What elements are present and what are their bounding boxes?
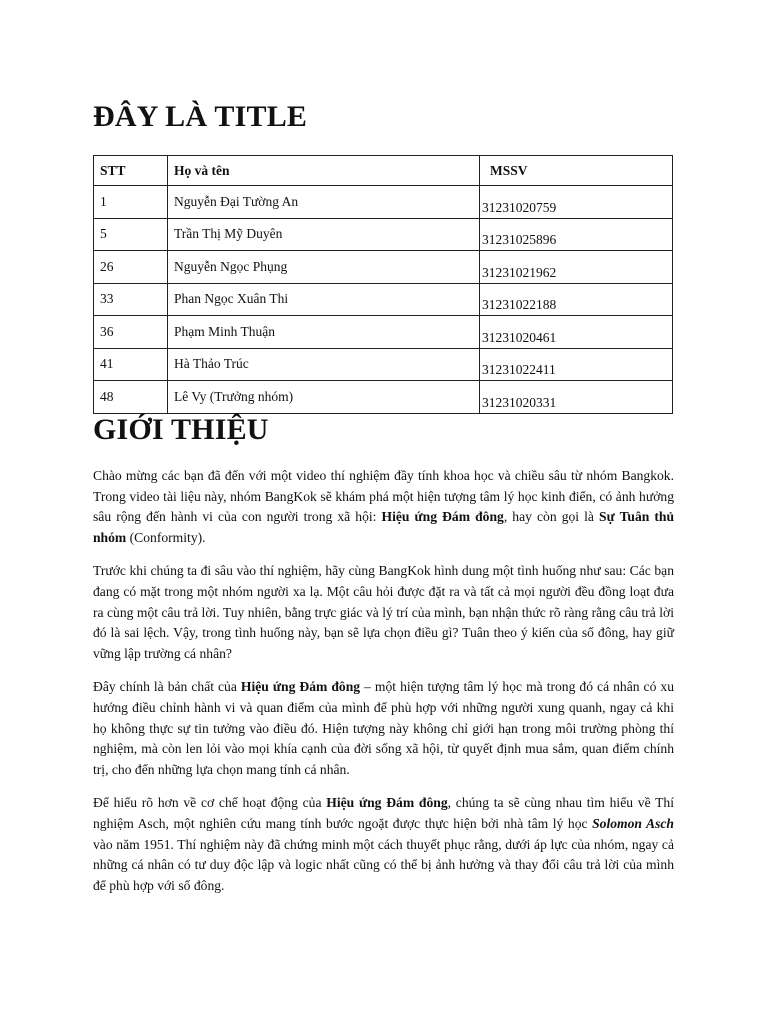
cell-stt: 1 [94,186,168,219]
cell-name: Trần Thị Mỹ Duyên [168,218,480,251]
cell-mssv: 31231020759 [480,186,673,219]
paragraph-2: Trước khi chúng ta đi sâu vào thí nghiệm, hãy cùng BangKok hình dung một tình huống như sau: Các bạn đang có mặt trong một nhóm người xa lạ. Một câu hỏi được đặt ra và tất cả mọi người đều đồng loạt đưa ra cùng một câu trả lời. Tuy nhiên, bằng trực giác và lý trí của mình, bạn nhận thức rõ ràng rằng câu trả lời đó là sai lệch. Vậy, trong tình huống này, bạn sẽ lựa chọn điều gì? Tuân theo ý kiến của số đông, hay giữ vững lập trường cá nhân? [93,563,674,661]
cell-stt: 36 [94,316,168,349]
text-run: vào năm 1951. Thí nghiệm này đã chứng minh một cách thuyết phục rằng, dưới áp lực của nhóm, ngay cả những cá nhân có tư duy độc lập và logic nhất cũng có thể bị ảnh hưởng và thay đổi câu trả lời của mình để phù hợp với số đông. [93,836,674,893]
paragraph-3 [93,677,674,780]
cell-stt: 33 [94,283,168,316]
text-run: , chúng ta sẽ cùng nhau tìm hiểu về Thí nghiệm Asch, một nghiên cứu mang tính bước ngoặt được thực hiện bởi nhà tâm lý học [93,795,675,831]
cell-mssv: 31231020461 [480,316,673,349]
bold-term: Hiệu ứng Đám đông [381,509,504,525]
table-row [94,348,673,381]
table-header-row [94,156,673,186]
cell-stt: 5 [94,218,168,251]
cell-name: Lê Vy (Trưởng nhóm) [168,381,480,414]
cell-mssv: 31231022411 [480,348,673,381]
document-title: ĐÂY LÀ TITLE [93,100,308,133]
cell-name: Nguyễn Ngọc Phụng [168,251,480,284]
text-run: (Conformity). [126,529,206,545]
cell-mssv: 31231025896 [480,218,673,251]
cell-name: Nguyễn Đại Tường An [168,186,480,219]
table-row [94,186,673,219]
bold-term: Hiệu ứng Đám đông [240,679,361,695]
cell-name: Phan Ngọc Xuân Thi [168,283,480,316]
intro-body [93,466,674,909]
table-row [94,251,673,284]
cell-mssv: 31231021962 [480,251,673,284]
table-row [94,218,673,251]
header-name: Họ và tên [168,156,480,186]
bold-term: Sự Tuân thủ nhóm [93,509,675,545]
table-row [94,283,673,316]
bold-term: Hiệu ứng Đám đông [326,795,448,811]
cell-mssv: 31231020331 [480,381,673,414]
text-run: Chào mừng các bạn đã đến với một video thí nghiệm đầy tính khoa học và chiều sâu từ nhóm Bangkok. Trong video tài liệu này, nhóm BangKok sẽ khám phá một hiện tượng tâm lý học kinh điển, có ảnh hưởng sâu rộng đến hành vi của con người trong xã hội: [93,468,674,525]
members-table [93,155,673,414]
paragraph-4 [93,793,674,896]
header-stt: STT [94,156,168,186]
text-run: Đây chính là bản chất của [93,679,241,695]
text-run: – một hiện tượng tâm lý học mà trong đó cá nhân có xu hướng điều chỉnh hành vi và quan điểm của mình để phù hợp với những người xung quanh, ngay cả khi họ không thực sự tin tưởng vào điều đó. Hiện tượng này không chỉ giới hạn trong môi trường phòng thí nghiệm, mà còn len lỏi vào mọi khía cạnh của đời sống xã hội, từ quyết định mua sắm, quan điểm chính trị, cho đến những lựa chọn mang tính cá nhân. [93,679,675,777]
cell-name: Hà Thảo Trúc [168,348,480,381]
text-run: Để hiểu rõ hơn về cơ chế hoạt động của [93,795,327,811]
section-heading-intro: GIỚI THIỆU [93,413,269,446]
cell-stt: 26 [94,251,168,284]
cell-stt: 41 [94,348,168,381]
table-row [94,381,673,414]
text-run: , hay còn gọi là [503,509,600,525]
bold-italic-name: Solomon Asch [592,815,674,831]
header-mssv: MSSV [480,156,673,186]
cell-mssv: 31231022188 [480,283,673,316]
table-row [94,316,673,349]
cell-stt: 48 [94,381,168,414]
cell-name: Phạm Minh Thuận [168,316,480,349]
paragraph-1 [93,466,674,548]
